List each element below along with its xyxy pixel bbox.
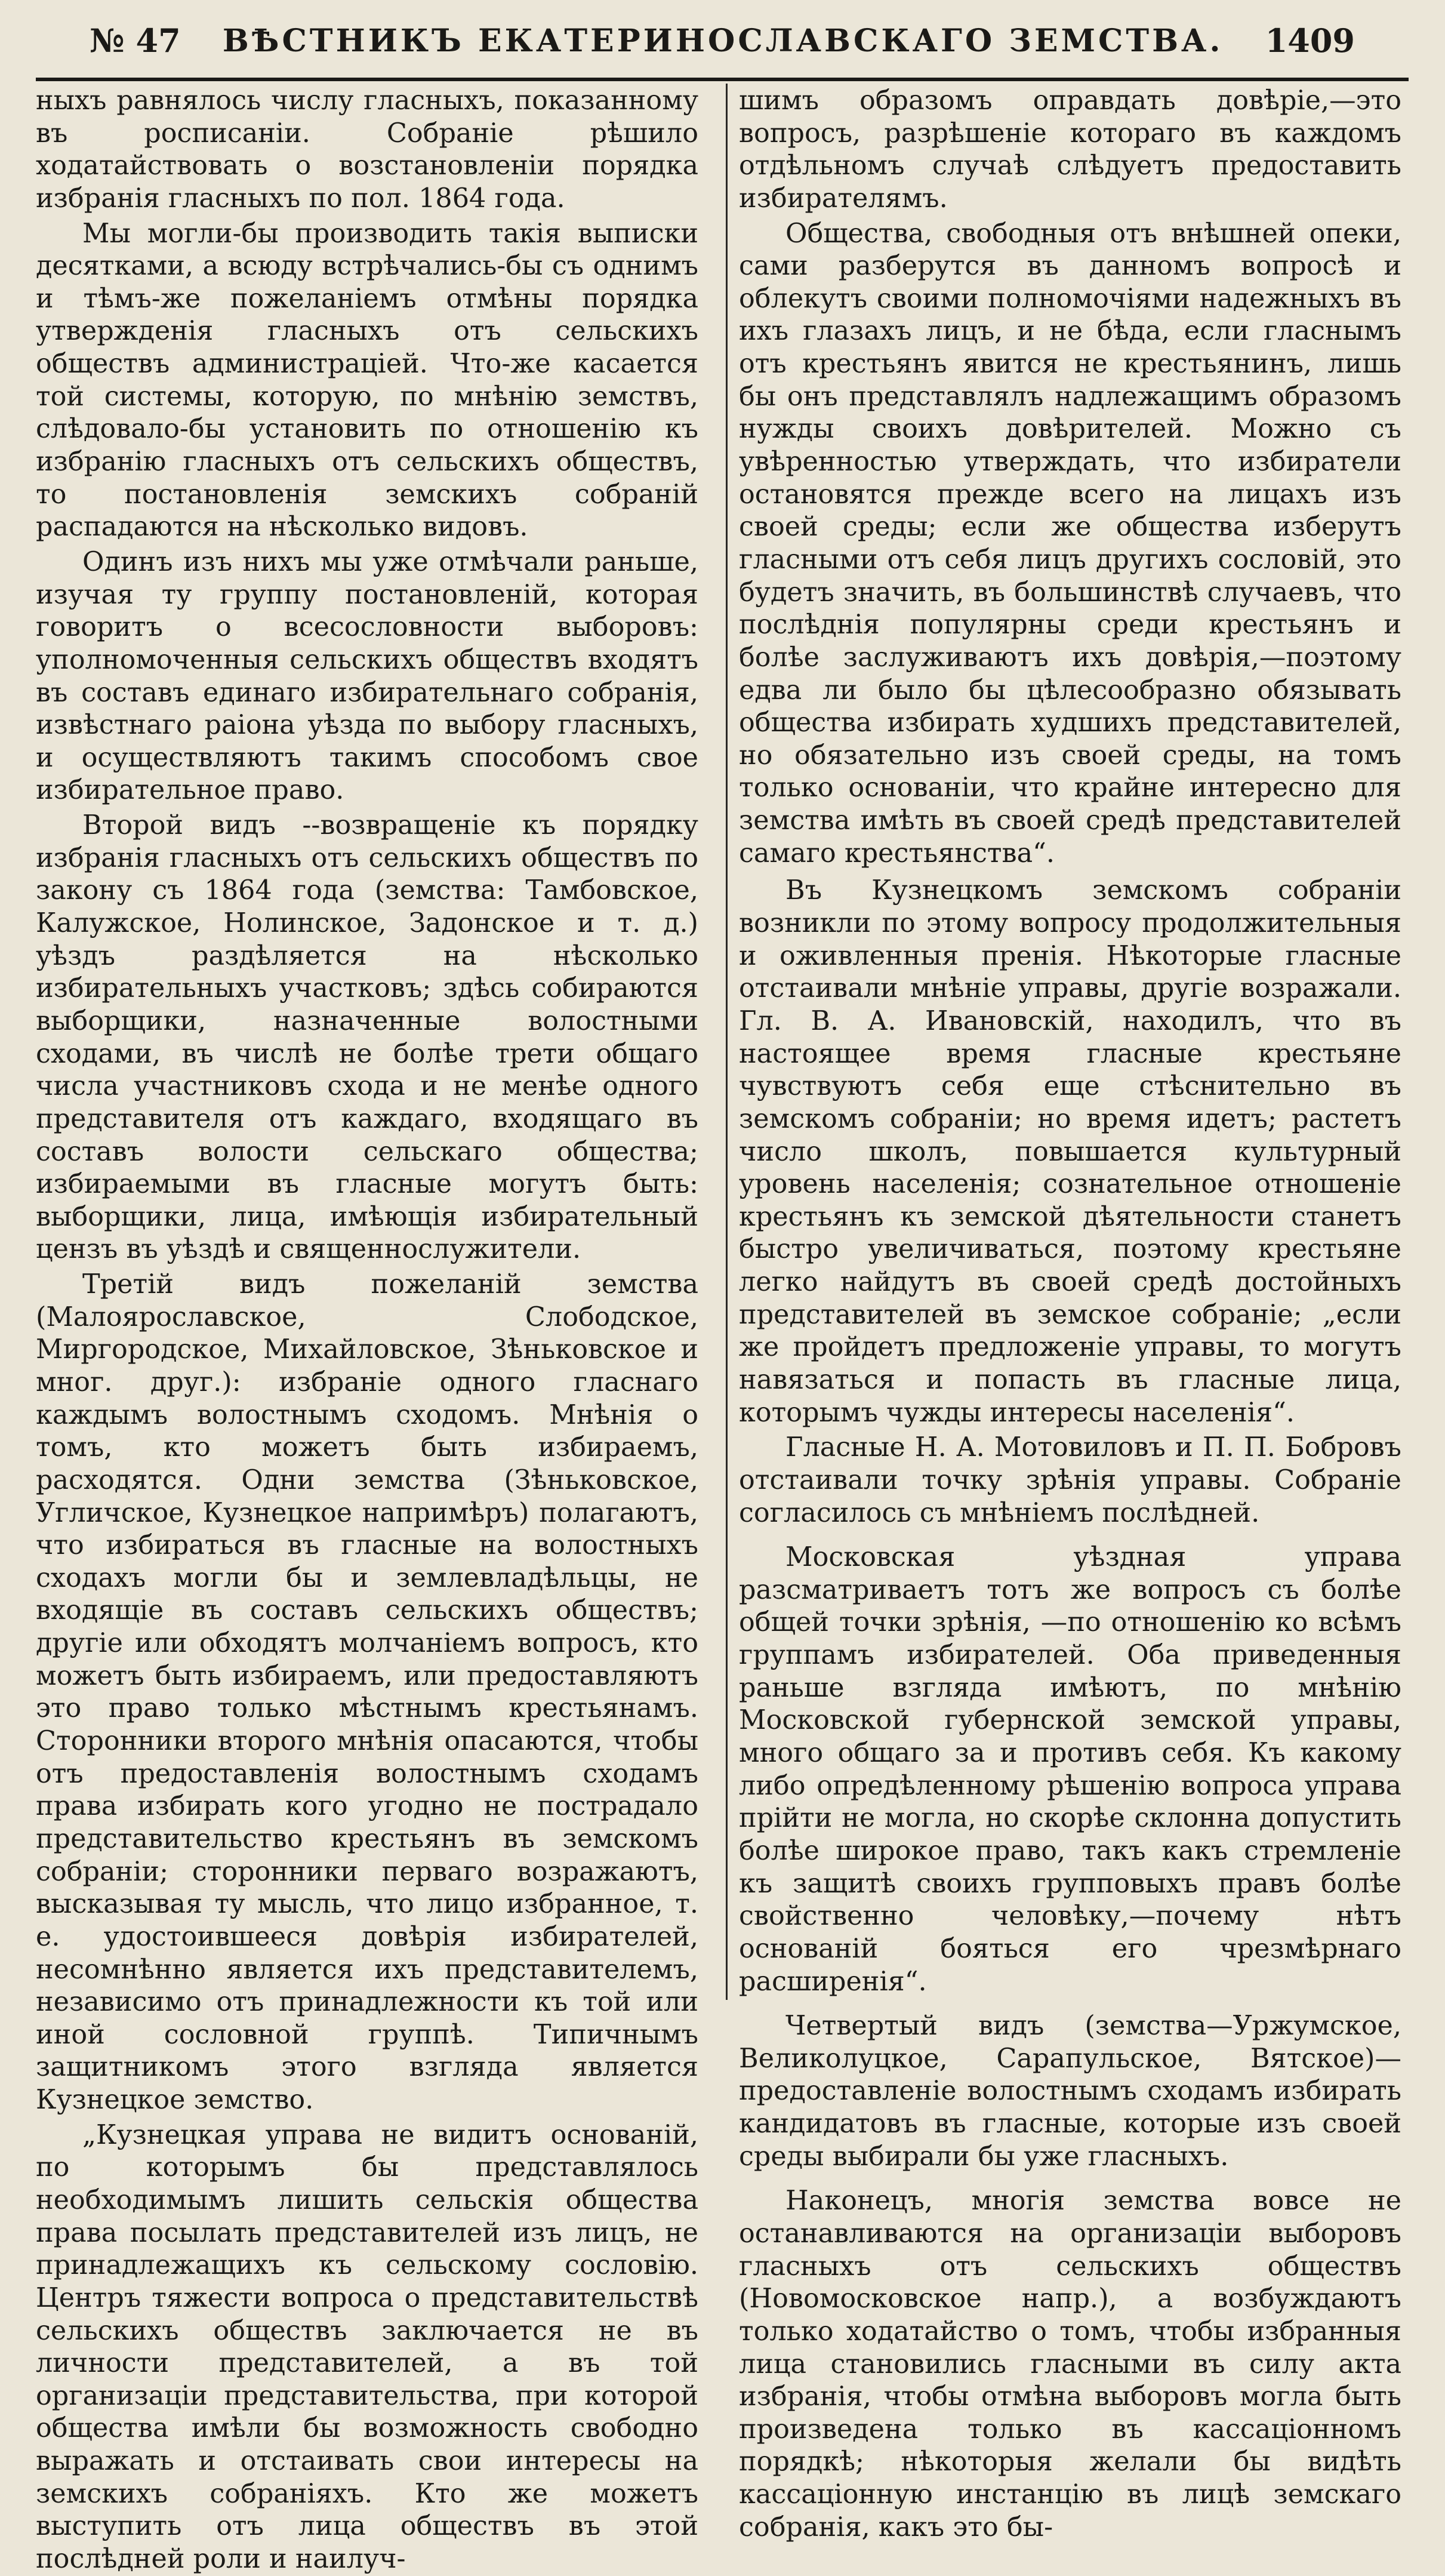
paragraph: Гласные Н. А. Мотовиловъ и П. П. Бобровъ отстаивали точку зрѣнія управы. Собраніе согласилось съ мнѣніемъ послѣдней. [739,1432,1401,1528]
page-header [90,5,1355,76]
paragraph: Мы могли-бы производить такія выписки десятками, а всюду встрѣчались-бы съ однимъ и тѣмъ-же пожеланіемъ отмѣны порядка утвержденія гласныхъ отъ сельскихъ обществъ администраціей. Что-же касается той системы, которую, по мнѣнію земствъ, слѣдовало-бы установить по отношенію къ избранію гласныхъ отъ сельскихъ обществъ, то постановленія земскихъ собраній распадаются на нѣсколько видовъ. [36,218,698,543]
paragraph: ныхъ равнялось числу гласныхъ, показанному въ росписаніи. Собраніе рѣшило ходатайствовать о возстановленіи порядка избранія гласныхъ по пол. 1864 года. [36,85,698,214]
paragraph: Третій видъ пожеланій земства (Малоярославское, Слободское, Миргородское, Михайловское, Зѣньковское и мног. друг.): избраніе одного гласнаго каждымъ волостнымъ сходомъ. Мнѣнія о томъ, кто можетъ быть избираемъ, расходятся. Одни земства (Зѣньковское, Угличское, Кузнецкое напримѣръ) полагаютъ, что избираться въ гласные на волостныхъ сходахъ могли бы и землевладѣльцы, не входящіе въ составъ сельскихъ обществъ; другіе или обходятъ молчаніемъ вопросъ, кто можетъ быть избираемъ, или предоставляютъ это право только мѣстнымъ крестьянамъ. Сторонники второго мнѣнія опасаются, чтобы отъ предоставленія волостнымъ сходамъ права избирать кого угодно не пострадало представительство крестьянъ въ земскомъ собраніи; сторонники перваго возражаютъ, высказывая ту мысль, что лицо избранное, т. е. удостоившееся довѣрія избирателей, несомнѣнно является ихъ представителемъ, независимо отъ принадлежности къ той или иной сословной группѣ. Типичнымъ защитникомъ этого взгляда является Кузнецкое земство. [36,1269,698,2116]
paragraph: Общества, свободныя отъ внѣшней опеки, сами разберутся въ данномъ вопросѣ и облекутъ своими полномочіями надежныхъ въ ихъ глазахъ лицъ, и не бѣда, если гласнымъ отъ крестьянъ явится не крестьянинъ, лишь бы онъ представлялъ надлежащимъ образомъ нужды своихъ довѣрителей. Можно съ увѣренностью утверждать, что избиратели остановятся прежде всего на лицахъ изъ своей среды; если же общества изберутъ гласными отъ себя лицъ другихъ сословій, это будетъ значить, въ большинствѣ случаевъ, что послѣднія популярны среди крестьянъ и болѣе заслуживаютъ ихъ довѣрія,—поэтому едва ли было бы цѣлесообразно обязывать общества избирать худшихъ представителей, но обязательно изъ своей среды, на томъ только основаніи, что крайне интересно для земства имѣть въ своей средѣ представителей самаго крестьянства“. [739,218,1401,869]
paragraph: шимъ образомъ оправдать довѣріе,—это вопросъ, разрѣшеніе котораго въ каждомъ отдѣльномъ случаѣ слѣдуетъ предоставить избирателямъ. [739,85,1401,214]
left-column [36,85,698,2575]
paragraph: Второй видъ --возвращеніе къ порядку избранія гласныхъ отъ сельскихъ обществъ по закону съ 1864 года (земства: Тамбовское, Калужское, Нолинское, Задонское и т. д.) уѣздъ раздѣляется на нѣсколько избирательныхъ участковъ; здѣсь собираются выборщики, назначенные волостными сходами, въ числѣ не болѣе трети общаго числа участниковъ схода и не менѣе одного представителя отъ каждаго, входящаго въ составъ волости сельскаго общества; избираемыми въ гласные могутъ быть: выборщики, лица, имѣющія избирательный цензъ въ уѣздѣ и священнослужители. [36,810,698,1265]
header-rule [36,78,1409,81]
paragraph: Одинъ изъ нихъ мы уже отмѣчали раньше, изучая ту группу постановленій, которая говоритъ о всесословности выборовъ: уполномоченныя сельскихъ обществъ входятъ въ составъ единаго избирательнаго собранія, извѣстнаго раіона уѣзда по выбору гласныхъ, и осуществляютъ такимъ способомъ свое избирательное право. [36,546,698,806]
column-divider [726,84,728,2000]
paragraph: Четвертый видъ (земства—Уржумское, Великолуцкое, Сарапульское, Вятское)—предоставленіе волостнымъ сходамъ избирать кандидатовъ въ гласные, которые изъ своей среды выбирали бы уже гласныхъ. [739,2011,1401,2172]
issue-number: № 47 [90,21,181,60]
paragraph: Въ Кузнецкомъ земскомъ собраніи возникли по этому вопросу продолжительныя и оживленныя пренія. Нѣкоторые гласные отстаивали мнѣніе управы, другіе возражали. Гл. В. А. Ивановскій, находилъ, что въ настоящее время гласные крестьяне чувствуютъ себя еще стѣснительно въ земскомъ собраніи; но время идетъ; растетъ число школъ, повышается культурный уровень населенія; сознательное отношеніе крестьянъ къ земской дѣятельности станетъ быстро увеличиваться, поэтому крестьяне легко найдутъ въ своей средѣ достойныхъ представителей въ земское собраніе; „если же пройдетъ предложеніе управы, то могутъ навязаться и попасть въ гласные лица, которымъ чужды интересы населенія“. [739,875,1401,1428]
page-number: 1409 [1265,21,1355,60]
paragraph: Московская уѣздная управа разсматриваетъ тотъ же вопросъ съ болѣе общей точки зрѣнія, —по отношенію ко всѣмъ группамъ избирателей. Оба приведенныя раньше взгляда имѣютъ, по мнѣнію Московской губернской земской управы, много общаго за и противъ себя. Къ какому либо опредѣленному рѣшенію вопроса управа прійти не могла, но скорѣе склонна допустить болѣе широкое право, такъ какъ стремленіе къ защитѣ своихъ групповыхъ правъ болѣе свойственно человѣку,—почему нѣтъ основаній бояться его чрезмѣрнаго расширенія“. [739,1542,1401,1997]
paragraph: Наконецъ, многія земства вовсе не останавливаются на организаціи выборовъ гласныхъ отъ сельскихъ обществъ (Новомосковское напр.), а возбуждаютъ только ходатайство о томъ, чтобы избранныя лица становились гласными въ силу акта избранія, чтобы отмѣна выборовъ могла быть произведена только въ кассаціонномъ порядкѣ; нѣкоторыя желали бы видѣть кассаціонную инстанцію въ лицѣ земскаго собранія, какъ это бы- [739,2186,1401,2543]
paragraph: „Кузнецкая управа не видитъ основаній, по которымъ бы представлялось необходимымъ лишить сельскія общества права посылать представителей изъ лицъ, не принадлежащихъ къ сельскому сословію. Центръ тяжести вопроса о представительствѣ сельскихъ обществъ заключается не въ личности представителей, а въ той организаціи представительства, при которой общества имѣли бы возможность свободно выражать и отстаивать свои интересы на земскихъ собраніяхъ. Кто же можетъ выступить отъ лица обществъ въ этой послѣдней роли и наилуч- [36,2119,698,2575]
periodical-title: ВѢСТНИКЪ ЕКАТЕРИНОСЛАВСКАГО ЗЕМСТВА. [222,22,1224,59]
right-column [739,85,1401,2543]
